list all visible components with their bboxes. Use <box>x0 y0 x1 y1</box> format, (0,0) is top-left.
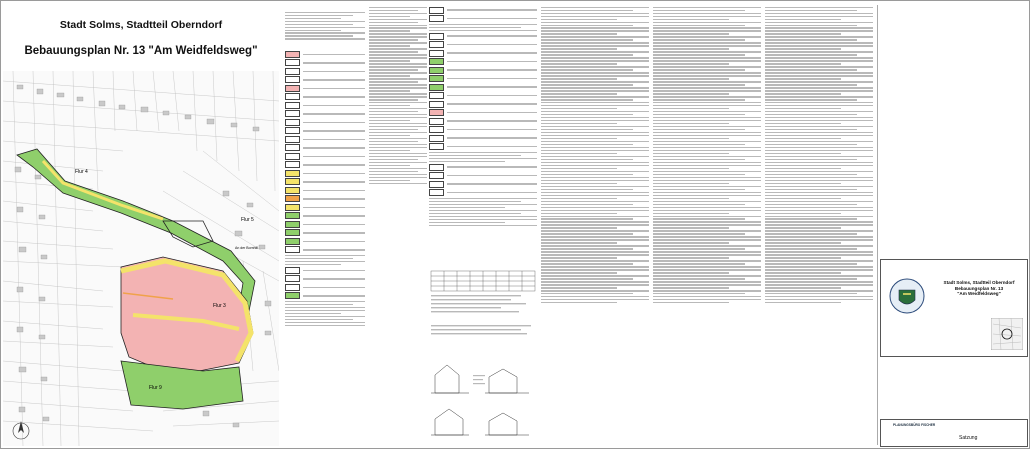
office-name: PLANUNGSBÜRO FISCHER <box>893 423 936 427</box>
plan-stage: Satzung <box>959 435 978 441</box>
title-plan: Bebauungsplan Nr. 13 "Am Weidfeldsweg" <box>24 45 258 57</box>
legend-column-2 <box>369 5 427 445</box>
plan-map <box>3 71 279 446</box>
usage-table <box>429 269 537 317</box>
legend-column-1 <box>285 5 365 445</box>
title-block <box>5 5 277 65</box>
map-label-flur3: Flur 3 <box>213 303 226 309</box>
stamp-text <box>933 280 1025 297</box>
procedure-column <box>877 5 1028 445</box>
stamp-plan: Bebauungsplan Nr. 13 <box>954 285 1004 291</box>
map-label-street: An der Bornhill <box>235 246 258 250</box>
title-city: Stadt Solms, Stadtteil Oberndorf <box>59 19 223 31</box>
section-drawings <box>429 323 537 443</box>
text-column-3 <box>765 5 873 445</box>
green-field <box>121 361 243 409</box>
office-block <box>880 419 1028 447</box>
stamp-city: Stadt Solms, Stadtteil Oberndorf <box>943 280 1015 285</box>
title-stamp <box>880 259 1028 357</box>
city-seal-icon <box>887 276 927 316</box>
map-label-flur4: Flur 4 <box>75 169 88 175</box>
text-column-1 <box>541 5 649 445</box>
location-map-icon <box>991 318 1023 350</box>
map-label-flur9: Flur 9 <box>149 385 162 391</box>
stamp-name: "Am Weidfeldsweg" <box>957 291 1001 297</box>
text-column-2 <box>653 5 761 445</box>
map-label-flur5: Flur 5 <box>241 217 254 223</box>
